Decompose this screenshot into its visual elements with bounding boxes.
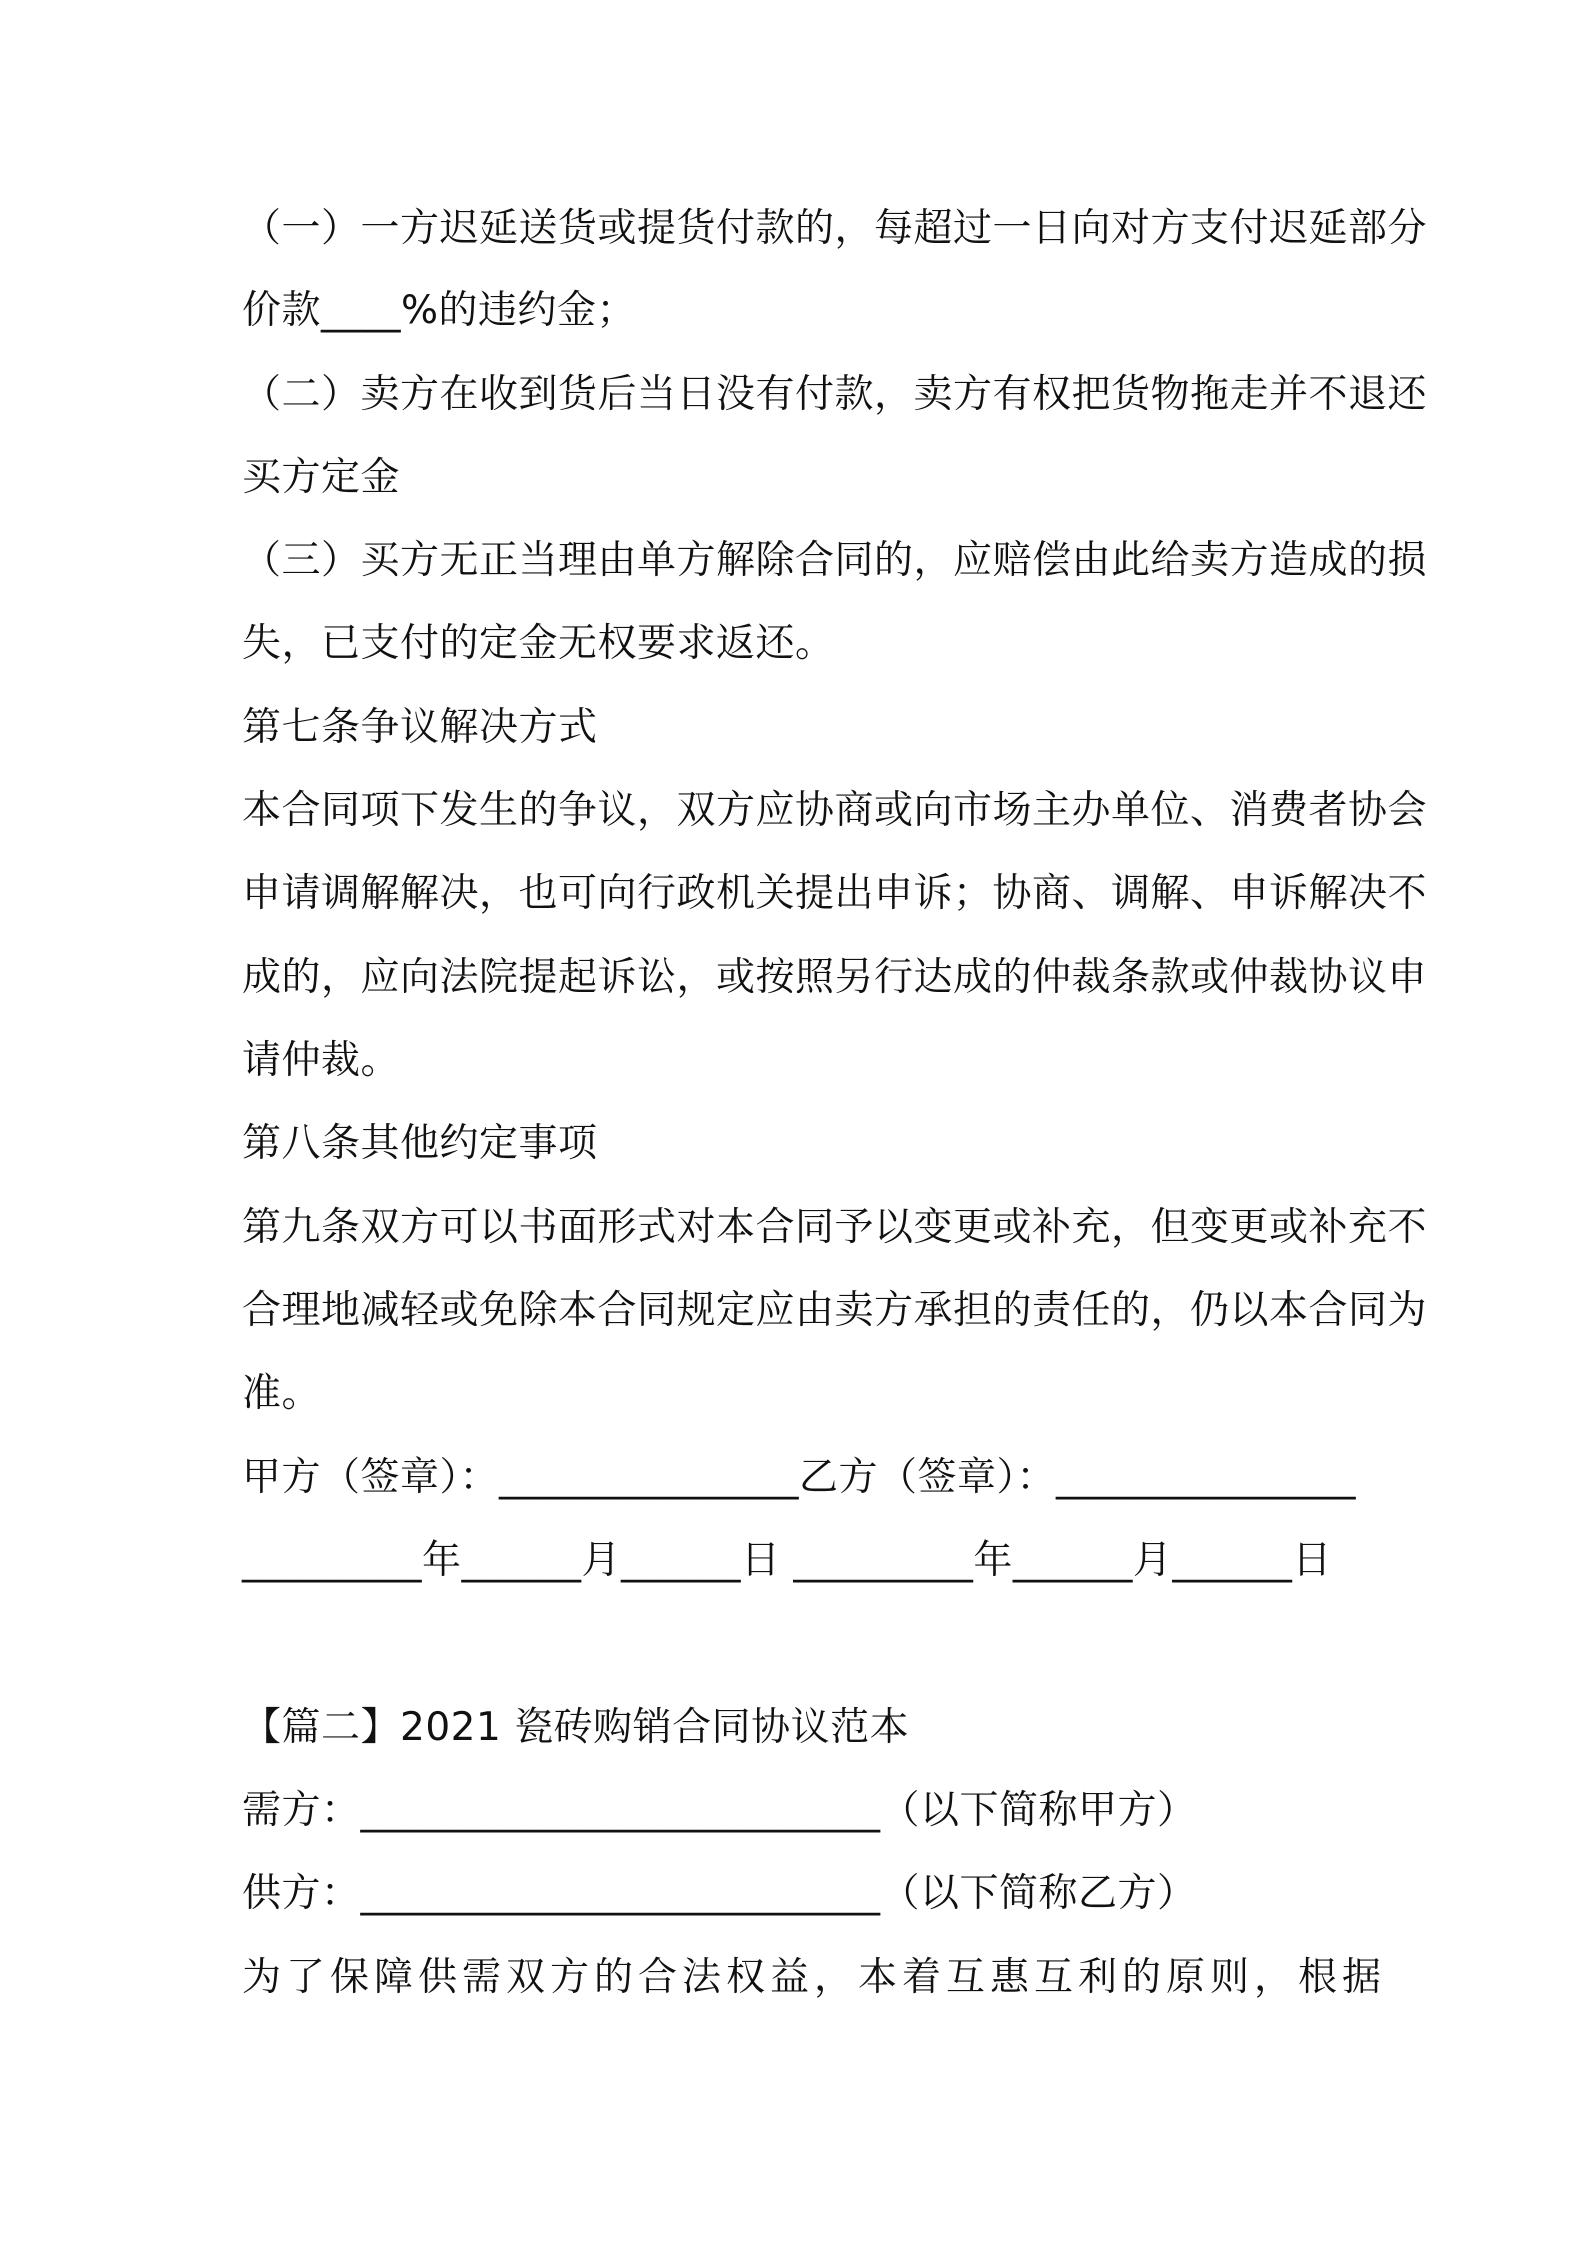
clause-7-body-line-3: 成的，应向法院提起诉讼，或按照另行达成的仲裁条款或仲裁协议申 xyxy=(242,955,1428,1000)
preamble-line-1: 为了保障供需双方的合法权益，本着互惠互利的原则，根据 xyxy=(242,1955,1387,2000)
signature-date-line: _________年______月______日 _________年______月______日 xyxy=(242,1538,1332,1583)
clause-7-body-line-4: 请仲裁。 xyxy=(242,1038,401,1083)
clause-7-heading: 第七条争议解决方式 xyxy=(242,705,598,750)
section-two-title: 【篇二】2021 瓷砖购销合同协议范本 xyxy=(242,1705,910,1750)
clause-6-item-1-line-1: （一）一方迟延送货或提货付款的，每超过一日向对方支付迟延部分 xyxy=(242,206,1428,251)
clause-9-line-1: 第九条双方可以书面形式对本合同予以变更或补充，但变更或补充不 xyxy=(242,1205,1428,1250)
clause-7-body-line-2: 申请调解解决，也可向行政机关提出申诉；协商、调解、申诉解决不 xyxy=(242,871,1428,916)
clause-7-body-line-1: 本合同项下发生的争议，双方应协商或向市场主办单位、消费者协会 xyxy=(242,788,1428,833)
clause-8-heading: 第八条其他约定事项 xyxy=(242,1121,598,1166)
signature-line: 甲方（签章）：_______________乙方（签章）：_______________ xyxy=(242,1455,1357,1500)
buyer-line: 需方：__________________________（以下简称甲方） xyxy=(242,1788,1197,1833)
clause-6-item-1-line-2: 价款____%的违约金； xyxy=(242,288,637,333)
supplier-line: 供方：__________________________（以下简称乙方） xyxy=(242,1871,1197,1916)
clause-6-item-3-line-2: 失，已支付的定金无权要求返还。 xyxy=(242,621,835,666)
clause-9-line-2: 合理地减轻或免除本合同规定应由卖方承担的责任的，仍以本合同为 xyxy=(242,1288,1428,1333)
clause-6-item-2-line-2: 买方定金 xyxy=(242,455,401,500)
clause-9-line-3: 准。 xyxy=(242,1371,322,1416)
clause-6-item-3-line-1: （三）买方无正当理由单方解除合同的，应赔偿由此给卖方造成的损 xyxy=(242,538,1428,583)
clause-6-item-2-line-1: （二）卖方在收到货后当日没有付款，卖方有权把货物拖走并不退还 xyxy=(242,372,1428,417)
